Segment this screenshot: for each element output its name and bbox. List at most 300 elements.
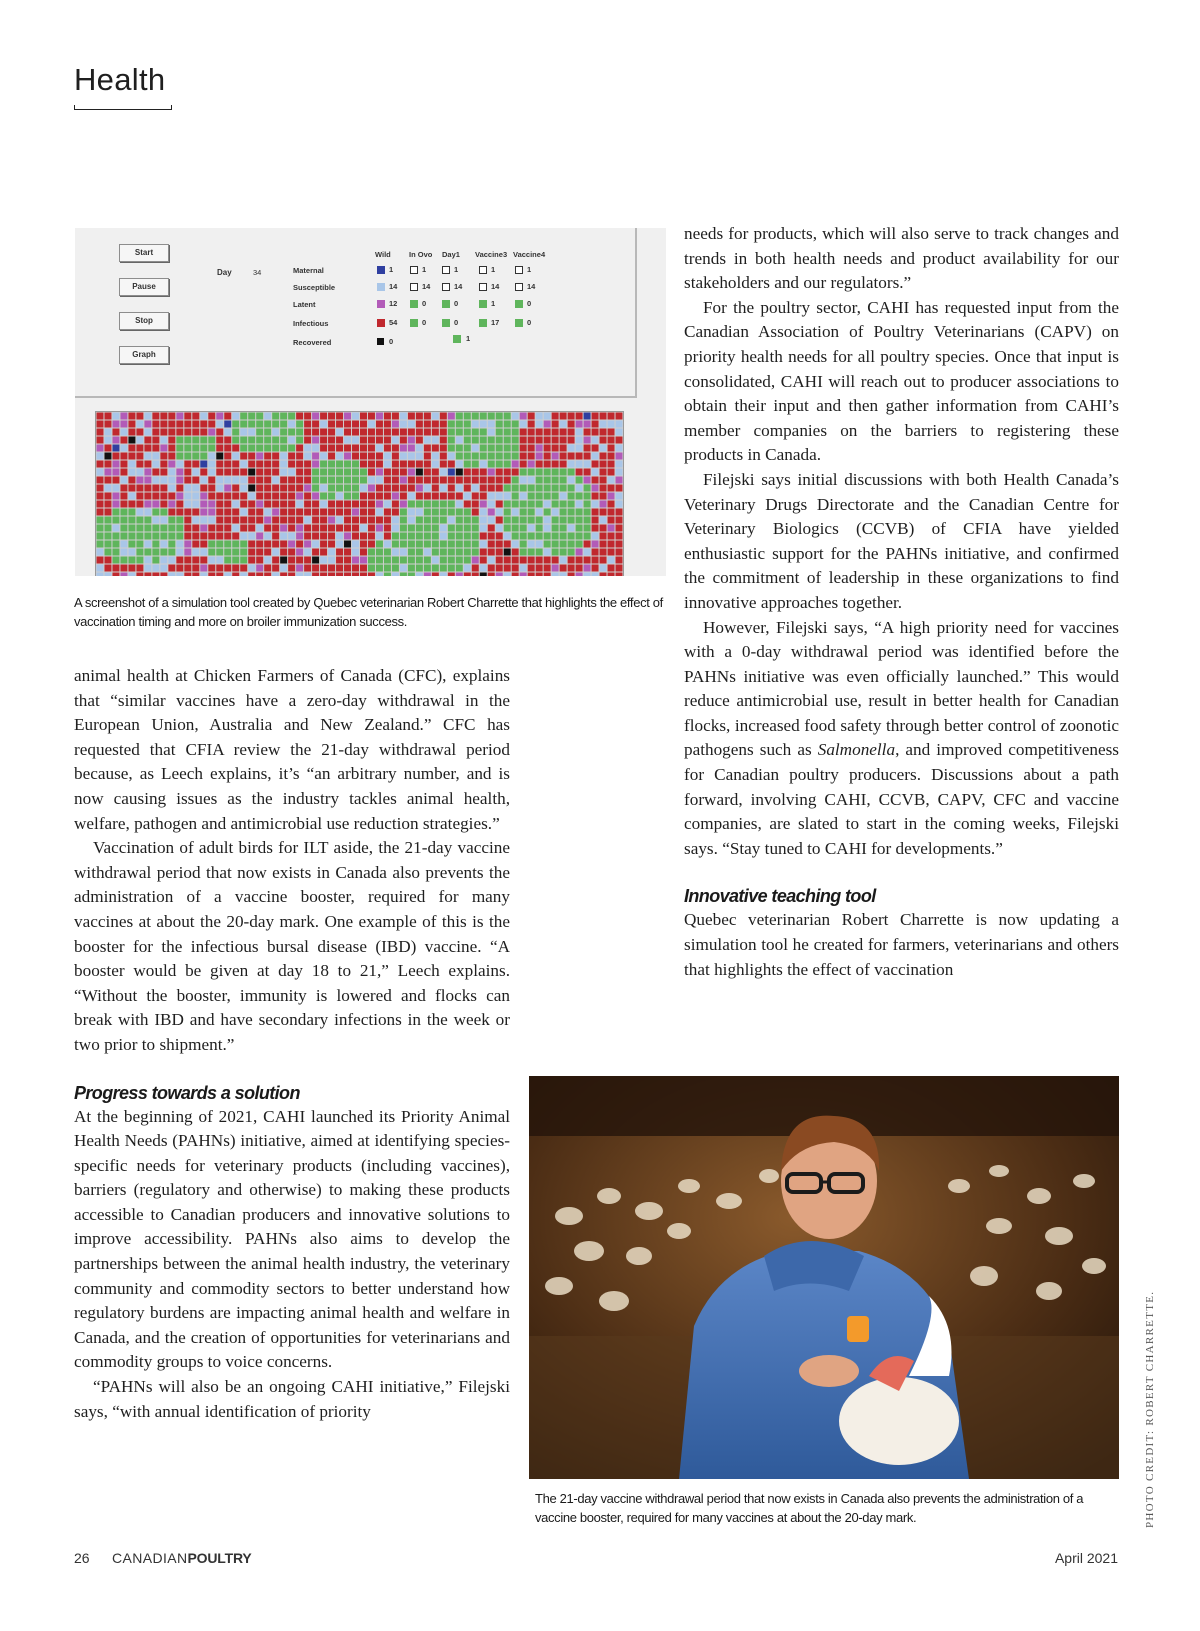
- sim-grid-cell: [608, 461, 615, 468]
- sim-grid-cell: [480, 429, 487, 436]
- sim-grid-cell: [120, 453, 127, 460]
- sim-grid-cell: [344, 525, 351, 532]
- sim-grid-cell: [496, 453, 503, 460]
- sim-grid-cell: [416, 413, 423, 420]
- sim-grid-cell: [440, 533, 447, 540]
- sim-grid-cell: [512, 437, 519, 444]
- sim-grid-cell: [232, 533, 239, 540]
- sim-grid-cell: [240, 469, 247, 476]
- sim-grid-cell: [312, 557, 319, 564]
- sim-grid-cell: [352, 453, 359, 460]
- sim-grid-cell: [424, 549, 431, 556]
- sim-grid-cell: [152, 469, 159, 476]
- sim-grid-cell: [368, 549, 375, 556]
- sim-grid-cell: [488, 477, 495, 484]
- sim-grid-cell: [576, 501, 583, 508]
- sim-grid-cell: [592, 549, 599, 556]
- sim-cell: 14: [422, 282, 431, 291]
- sim-swatch: [479, 283, 487, 291]
- sim-grid-cell: [384, 453, 391, 460]
- sim-grid-cell: [504, 501, 511, 508]
- body-paragraph: “PAHNs will also be an ongoing CAHI initiative,” Filejski says, “with annual identification of priority: [74, 1377, 510, 1421]
- sim-cell: 1: [389, 265, 394, 274]
- sim-grid-cell: [97, 413, 104, 420]
- sim-grid-cell: [440, 573, 447, 577]
- sim-grid-cell: [560, 493, 567, 500]
- sim-grid-cell: [392, 525, 399, 532]
- sim-grid-cell: [176, 573, 183, 577]
- sim-grid-cell: [320, 453, 327, 460]
- sim-grid-cell: [120, 517, 127, 524]
- sim-grid-cell: [608, 485, 615, 492]
- sim-grid-cell: [456, 437, 463, 444]
- sim-grid-cell: [256, 421, 263, 428]
- sim-grid-cell: [112, 485, 119, 492]
- sim-grid-cell: [304, 557, 311, 564]
- sim-grid-cell: [192, 493, 199, 500]
- sim-grid-cell: [480, 509, 487, 516]
- sim-grid-cell: [216, 533, 223, 540]
- sim-grid-cell: [312, 485, 319, 492]
- sim-grid-cell: [288, 517, 295, 524]
- sim-grid-cell: [112, 533, 119, 540]
- sim-grid-cell: [360, 509, 367, 516]
- sim-grid-cell: [528, 493, 535, 500]
- sim-grid-cell: [208, 565, 215, 572]
- sim-grid-cell: [144, 565, 151, 572]
- sim-grid-cell: [296, 421, 303, 428]
- sim-grid-cell: [376, 541, 383, 548]
- sim-grid-cell: [544, 573, 551, 577]
- sim-grid-cell: [528, 573, 535, 577]
- sim-grid-cell: [520, 469, 527, 476]
- sim-grid-cell: [464, 453, 471, 460]
- sim-grid-cell: [568, 429, 575, 436]
- sim-grid-cell: [248, 557, 255, 564]
- sim-grid-cell: [240, 437, 247, 444]
- sim-grid-cell: [120, 445, 127, 452]
- sim-grid-cell: [576, 445, 583, 452]
- sim-grid-cell: [536, 509, 543, 516]
- sim-grid-cell: [584, 533, 591, 540]
- sim-grid-cell: [128, 485, 135, 492]
- sim-grid-cell: [424, 461, 431, 468]
- sim-grid-cell: [360, 485, 367, 492]
- sim-grid-cell: [512, 533, 519, 540]
- sim-grid-cell: [208, 549, 215, 556]
- sim-grid-cell: [272, 517, 279, 524]
- sim-grid-cell: [408, 517, 415, 524]
- sim-grid-cell: [408, 453, 415, 460]
- sim-grid-cell: [616, 549, 623, 556]
- sim-grid-cell: [296, 453, 303, 460]
- sim-grid-cell: [112, 541, 119, 548]
- sim-grid-cell: [240, 461, 247, 468]
- sim-grid-cell: [560, 429, 567, 436]
- sim-grid-cell: [160, 557, 167, 564]
- sim-grid-cell: [120, 509, 127, 516]
- sim-grid-cell: [504, 549, 511, 556]
- sim-grid-cell: [576, 557, 583, 564]
- sim-grid-cell: [472, 437, 479, 444]
- sim-grid-cell: [576, 469, 583, 476]
- sim-grid-cell: [536, 437, 543, 444]
- sim-grid-cell: [496, 549, 503, 556]
- sim-grid-cell: [296, 525, 303, 532]
- sim-grid-cell: [544, 485, 551, 492]
- sim-grid-cell: [416, 421, 423, 428]
- sim-grid-cell: [488, 461, 495, 468]
- sim-grid-cell: [424, 429, 431, 436]
- sim-grid-cell: [360, 469, 367, 476]
- sim-grid-cell: [104, 549, 111, 556]
- sim-grid-cell: [280, 525, 287, 532]
- sim-col-vaccine3: Vaccine3: [475, 250, 508, 259]
- sim-grid-cell: [592, 437, 599, 444]
- sim-grid-cell: [592, 469, 599, 476]
- sim-grid-cell: [240, 573, 247, 577]
- sim-grid-cell: [344, 445, 351, 452]
- sim-grid-cell: [384, 421, 391, 428]
- sim-grid-cell: [152, 493, 159, 500]
- sim-stop-button: Stop: [119, 312, 169, 330]
- sim-grid-cell: [256, 557, 263, 564]
- sim-grid-cell: [536, 549, 543, 556]
- sim-grid-cell: [352, 565, 359, 572]
- sim-grid-cell: [104, 493, 111, 500]
- sim-grid-cell: [440, 413, 447, 420]
- sim-grid-cell: [144, 485, 151, 492]
- sim-grid-cell: [152, 565, 159, 572]
- sim-grid-cell: [488, 541, 495, 548]
- sim-grid-cell: [128, 565, 135, 572]
- sim-grid-cell: [568, 469, 575, 476]
- sim-grid-cell: [112, 477, 119, 484]
- subhead-progress: Progress towards a solution: [74, 1082, 300, 1103]
- sim-grid-cell: [440, 565, 447, 572]
- sim-grid-cell: [552, 437, 559, 444]
- sim-grid-cell: [248, 549, 255, 556]
- sim-grid-cell: [440, 557, 447, 564]
- sim-grid-cell: [256, 549, 263, 556]
- sim-grid-cell: [536, 541, 543, 548]
- sim-grid-cell: [97, 509, 104, 516]
- sim-grid-cell: [152, 509, 159, 516]
- sim-grid-cell: [248, 573, 255, 577]
- sim-grid-cell: [184, 573, 191, 577]
- sim-grid-cell: [592, 565, 599, 572]
- sim-grid-cell: [448, 469, 455, 476]
- sim-grid-cell: [504, 541, 511, 548]
- sim-grid-cell: [504, 533, 511, 540]
- sim-grid-cell: [400, 413, 407, 420]
- sim-grid-cell: [328, 517, 335, 524]
- sim-grid-cell: [97, 461, 104, 468]
- sim-grid-cell: [576, 549, 583, 556]
- sim-grid-cell: [432, 469, 439, 476]
- sim-grid-cell: [528, 461, 535, 468]
- sim-grid-cell: [440, 453, 447, 460]
- sim-grid-cell: [376, 477, 383, 484]
- sim-grid-cell: [368, 413, 375, 420]
- sim-grid-cell: [160, 461, 167, 468]
- sim-grid-cell: [224, 525, 231, 532]
- sim-grid-cell: [232, 557, 239, 564]
- sim-grid-cell: [104, 413, 111, 420]
- sim-grid-cell: [184, 429, 191, 436]
- sim-grid-cell: [464, 549, 471, 556]
- sim-grid-cell: [616, 437, 623, 444]
- sim-grid-cell: [576, 493, 583, 500]
- sim-grid-cell: [512, 453, 519, 460]
- sim-grid-cell: [584, 437, 591, 444]
- sim-grid-cell: [440, 429, 447, 436]
- sim-grid-cell: [592, 533, 599, 540]
- sim-grid-cell: [504, 557, 511, 564]
- italic-term: Salmonella: [817, 740, 896, 760]
- sim-grid-cell: [344, 437, 351, 444]
- sim-grid-cell: [488, 485, 495, 492]
- sim-grid-cell: [120, 437, 127, 444]
- sim-grid-cell: [192, 533, 199, 540]
- sim-grid-cell: [432, 461, 439, 468]
- sim-grid-cell: [600, 453, 607, 460]
- sim-grid-cell: [448, 493, 455, 500]
- body-text: , and improved competitiveness for Canadian poultry producers. Discussions about a path forward, involving CAHI, CCVB, CAPV, CFC and vaccine companies, are slated to start in the coming weeks, Filejski says. “Stay tuned to CAHI for developments.”: [684, 740, 1119, 858]
- sim-grid-cell: [176, 557, 183, 564]
- sim-grid-cell: [560, 549, 567, 556]
- sim-grid-cell: [240, 549, 247, 556]
- sim-row-label: Latent: [293, 300, 316, 309]
- sim-grid-cell: [152, 477, 159, 484]
- sim-grid-cell: [448, 573, 455, 577]
- sim-grid-cell: [216, 461, 223, 468]
- sim-grid-cell: [128, 413, 135, 420]
- sim-grid-cell: [568, 565, 575, 572]
- sim-grid-cell: [272, 565, 279, 572]
- sim-grid-cell: [352, 437, 359, 444]
- sim-grid-cell: [536, 421, 543, 428]
- sim-grid-cell: [344, 493, 351, 500]
- sim-grid-cell: [360, 461, 367, 468]
- sim-grid-cell: [304, 477, 311, 484]
- sim-grid-cell: [160, 509, 167, 516]
- sim-grid-cell: [504, 445, 511, 452]
- sim-grid-cell: [568, 461, 575, 468]
- sim-grid-cell: [200, 421, 207, 428]
- sim-grid-cell: [232, 437, 239, 444]
- sim-grid-cell: [216, 445, 223, 452]
- sim-grid-cell: [512, 469, 519, 476]
- sim-grid-cell: [208, 485, 215, 492]
- sim-grid-cell: [600, 509, 607, 516]
- sim-grid-cell: [520, 429, 527, 436]
- sim-grid-cell: [496, 517, 503, 524]
- sim-grid-cell: [304, 453, 311, 460]
- sim-grid-cell: [272, 461, 279, 468]
- sim-grid-cell: [512, 573, 519, 577]
- sim-grid-cell: [608, 573, 615, 577]
- photo-caption: The 21-day vaccine withdrawal period that now exists in Canada also prevents the administration of a vaccine booster, required for many vaccines at about the 20-day mark.: [535, 1491, 1084, 1525]
- sim-grid-cell: [160, 525, 167, 532]
- sim-grid-cell: [592, 501, 599, 508]
- sim-grid-cell: [216, 421, 223, 428]
- sim-grid-cell: [248, 501, 255, 508]
- sim-grid-cell: [576, 437, 583, 444]
- sim-grid-cell: [128, 541, 135, 548]
- sim-grid-cell: [560, 525, 567, 532]
- sim-grid-cell: [264, 421, 271, 428]
- sim-grid-cell: [184, 525, 191, 532]
- sim-grid-cell: [128, 453, 135, 460]
- sim-grid-cell: [600, 469, 607, 476]
- sim-grid-cell: [504, 509, 511, 516]
- sim-grid-cell: [248, 469, 255, 476]
- sim-grid-cell: [304, 565, 311, 572]
- sim-grid-cell: [336, 517, 343, 524]
- sim-grid-cell: [168, 437, 175, 444]
- sim-grid-cell: [272, 525, 279, 532]
- sim-grid-cell: [264, 525, 271, 532]
- sim-grid-cell: [320, 501, 327, 508]
- sim-grid-cell: [328, 493, 335, 500]
- sim-grid-cell: [296, 493, 303, 500]
- sim-grid-cell: [528, 565, 535, 572]
- sim-grid-cell: [616, 453, 623, 460]
- sim-grid-cell: [320, 493, 327, 500]
- sim-grid-cell: [112, 573, 119, 577]
- sim-grid-cell: [472, 477, 479, 484]
- sim-grid-cell: [256, 517, 263, 524]
- sim-grid-cell: [584, 565, 591, 572]
- sim-grid-cell: [272, 413, 279, 420]
- sim-grid-cell: [136, 549, 143, 556]
- sim-grid-cell: [536, 445, 543, 452]
- sim-grid-cell: [216, 469, 223, 476]
- sim-grid-cell: [568, 413, 575, 420]
- sim-grid-cell: [392, 461, 399, 468]
- sim-grid-cell: [584, 485, 591, 492]
- sim-grid-cell: [560, 421, 567, 428]
- sim-grid-cell: [480, 421, 487, 428]
- sim-grid-cell: [248, 453, 255, 460]
- sim-grid-cell: [272, 541, 279, 548]
- sim-grid-cell: [328, 445, 335, 452]
- sim-grid-cell: [472, 493, 479, 500]
- sim-grid-cell: [536, 565, 543, 572]
- sim-grid-cell: [112, 565, 119, 572]
- sim-grid-cell: [104, 517, 111, 524]
- sim-grid-cell: [608, 421, 615, 428]
- sim-grid-cell: [336, 485, 343, 492]
- sim-grid-cell: [288, 525, 295, 532]
- sim-grid-cell: [568, 445, 575, 452]
- sim-grid-cell: [120, 429, 127, 436]
- sim-grid-cell: [232, 501, 239, 508]
- sim-grid-cell: [304, 509, 311, 516]
- sim-grid-cell: [392, 501, 399, 508]
- sim-grid-cell: [112, 501, 119, 508]
- sim-grid-cell: [384, 517, 391, 524]
- sim-grid-cell: [600, 421, 607, 428]
- sim-grid-cell: [360, 493, 367, 500]
- sim-grid-cell: [176, 477, 183, 484]
- sim-grid-cell: [464, 429, 471, 436]
- sim-grid-cell: [384, 533, 391, 540]
- sim-grid-cell: [256, 413, 263, 420]
- sim-grid-cell: [160, 565, 167, 572]
- sim-grid-cell: [496, 413, 503, 420]
- sim-grid-cell: [256, 429, 263, 436]
- sim-grid-cell: [224, 517, 231, 524]
- sim-grid-cell: [360, 517, 367, 524]
- sim-grid-cell: [144, 501, 151, 508]
- sim-grid-cell: [328, 461, 335, 468]
- sim-grid-cell: [216, 437, 223, 444]
- sim-grid-cell: [216, 501, 223, 508]
- sim-grid-cell: [416, 493, 423, 500]
- sim-grid-cell: [464, 461, 471, 468]
- sim-grid-cell: [384, 565, 391, 572]
- sim-grid-cell: [360, 477, 367, 484]
- sim-grid-cell: [472, 445, 479, 452]
- sim-grid-cell: [376, 413, 383, 420]
- body-paragraph: needs for products, which will also serve to track changes and trends in both health needs and product availability for our stakeholders and our regulators.”: [684, 224, 1119, 293]
- sim-grid-cell: [592, 573, 599, 577]
- sim-grid-cell: [480, 413, 487, 420]
- sim-grid-cell: [576, 573, 583, 577]
- sim-grid-cell: [296, 517, 303, 524]
- sim-grid-cell: [496, 477, 503, 484]
- sim-grid-cell: [544, 557, 551, 564]
- sim-grid-cell: [152, 421, 159, 428]
- sim-swatch: [377, 283, 385, 291]
- sim-grid-cell: [472, 525, 479, 532]
- sim-grid-cell: [400, 517, 407, 524]
- sim-grid-cell: [616, 501, 623, 508]
- sim-grid-cell: [504, 477, 511, 484]
- sim-grid-cell: [360, 445, 367, 452]
- sim-grid-cell: [368, 501, 375, 508]
- sim-grid-cell: [392, 477, 399, 484]
- sim-col-inovo: In Ovo: [409, 250, 433, 259]
- sim-grid-cell: [312, 453, 319, 460]
- sim-grid-cell: [448, 501, 455, 508]
- sim-grid-cell: [512, 421, 519, 428]
- sim-grid-cell: [608, 493, 615, 500]
- sim-grid-cell: [408, 413, 415, 420]
- sim-grid-cell: [312, 517, 319, 524]
- sim-grid-cell: [544, 501, 551, 508]
- sim-grid-cell: [256, 477, 263, 484]
- sim-grid-cell: [440, 493, 447, 500]
- sim-grid-cell: [336, 437, 343, 444]
- sim-grid-cell: [280, 453, 287, 460]
- sim-grid-cell: [120, 525, 127, 532]
- sim-grid-cell: [97, 517, 104, 524]
- sim-grid-cell: [248, 509, 255, 516]
- sim-grid-cell: [112, 469, 119, 476]
- sim-grid-cell: [464, 493, 471, 500]
- sim-grid-cell: [280, 437, 287, 444]
- sim-grid-cell: [576, 525, 583, 532]
- sim-grid-cell: [432, 501, 439, 508]
- sim-grid-cell: [136, 541, 143, 548]
- sim-grid-cell: [208, 477, 215, 484]
- sim-swatch: [479, 319, 487, 327]
- sim-grid-cell: [208, 573, 215, 577]
- sim-grid-cell: [352, 573, 359, 577]
